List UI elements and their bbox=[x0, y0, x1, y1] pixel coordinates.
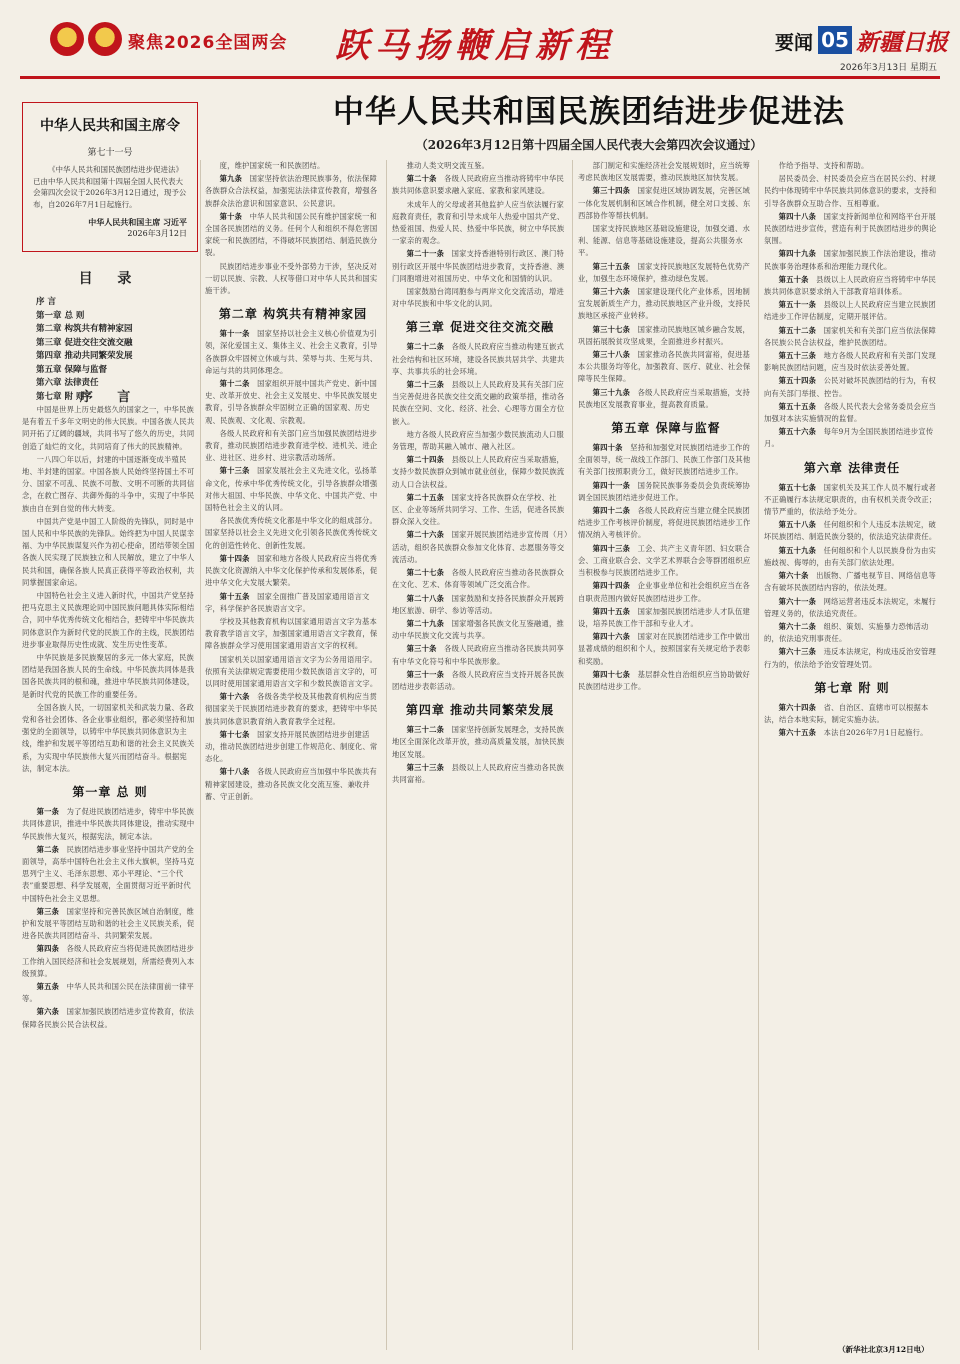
paragraph bbox=[392, 173, 568, 197]
column-divider bbox=[572, 160, 573, 1350]
article-number: 第三十九条 bbox=[592, 387, 638, 397]
paragraph-text: 学校及其他教育机构以国家通用语言文字为基本教育教学语言文字，加强国家通用语言文字教育，保障各族群众学习使用国家通用语言文字的权利。 bbox=[205, 616, 378, 651]
paragraph-text: 国家开展民族团结进步宣传周（月）活动，组织各民族群众参加文化体育、志愿服务等交流活动。 bbox=[392, 530, 568, 564]
paragraph bbox=[764, 621, 940, 645]
article-number: 第二十三条 bbox=[406, 380, 452, 390]
paragraph bbox=[22, 516, 198, 589]
paragraph bbox=[205, 428, 381, 465]
text-column-4 bbox=[578, 160, 754, 1349]
article-number: 第十七条 bbox=[219, 729, 258, 739]
chapter-heading: 第一章 总 则 bbox=[72, 785, 148, 800]
article-number: 第五十五条 bbox=[778, 401, 824, 411]
article-number: 第十六条 bbox=[219, 692, 258, 702]
article-number: 第十四条 bbox=[219, 553, 258, 563]
paragraph bbox=[22, 906, 198, 943]
paragraph bbox=[205, 766, 381, 803]
article-number: 第四十八条 bbox=[778, 211, 824, 221]
paragraph-text: 国家坚持以社会主义核心价值观为引领，深化爱国主义、集体主义、社会主义教育，引导各族群众牢固树立休戚与共、荣辱与共、生死与共、命运与共的共同体理念。 bbox=[205, 329, 378, 375]
paragraph-text: 中国共产党是中国工人阶级的先锋队，同时是中国人民和中华民族的先锋队。始终把为中国人民谋幸福、为中华民族谋复兴作为初心使命，团结带领全国各族人民实现了民族独立和人民解放，建立了中华人民共和国，确保各族人民真正获得平等政治权利，共同掌握国家命运。 bbox=[22, 516, 195, 587]
article-number: 第五十七条 bbox=[778, 482, 824, 492]
law-title: 中华人民共和国民族团结进步促进法 bbox=[333, 94, 845, 130]
article-number: 第六十二条 bbox=[778, 621, 824, 631]
text-column-5 bbox=[764, 160, 940, 1349]
paragraph bbox=[578, 442, 754, 479]
paragraph bbox=[205, 173, 381, 210]
paragraph-text: 各级人民政府应当加强中华民族共有精神家园建设，推动各民族文化交流互鉴、兼收并蓄、守正创新。 bbox=[205, 767, 378, 801]
article-number: 第四十五条 bbox=[592, 606, 638, 616]
paragraph bbox=[392, 199, 568, 248]
article-number: 第二十二条 bbox=[406, 342, 452, 352]
paragraph-text: 国家支持香港特别行政区、澳门特别行政区开展中华民族团结进步教育，支持香港、澳门同胞增进对祖国历史、中华文化和国情的认识。 bbox=[392, 249, 565, 283]
paragraph bbox=[578, 580, 754, 604]
article-number: 第四十一条 bbox=[592, 480, 638, 490]
issue-date: 2026年3月13日 星期五 bbox=[840, 63, 937, 73]
paragraph bbox=[764, 274, 940, 298]
article-number: 第二十九条 bbox=[406, 618, 452, 628]
article-number: 第二十七条 bbox=[406, 568, 452, 578]
paragraph-text: 基层群众性自治组织应当协助做好民族团结进步工作。 bbox=[578, 669, 751, 691]
paragraph-text: 国家鼓励台湾同胞参与两岸文化交流活动，增进对中华民族和中华文化的认同。 bbox=[392, 287, 565, 309]
preface-heading: 序 言 bbox=[79, 390, 141, 405]
article-number: 第四条 bbox=[36, 944, 67, 954]
decree-signature: 中华人民共和国主席 习近平 bbox=[88, 216, 187, 227]
article-number: 第四十二条 bbox=[592, 506, 638, 516]
paragraph bbox=[22, 943, 198, 980]
paragraph-text: 坚持和加强党对民族团结进步工作的全面领导，统一战线工作部门、民族工作部门及其他有关部门按照职责分工，做好民族团结进步工作。 bbox=[578, 443, 751, 477]
paragraph-text: 各级人民政府应当采取措施，支持民族地区发展教育事业，提高教育质量。 bbox=[578, 387, 751, 409]
paragraph-text: 违反本法规定，构成违反治安管理行为的，依法给予治安管理处罚。 bbox=[764, 647, 937, 669]
paragraph-text: 组织、策划、实施暴力恐怖活动的，依法追究刑事责任。 bbox=[764, 621, 929, 644]
article-number: 第五十八条 bbox=[778, 520, 824, 530]
news-agency-credit: （新华社北京3月12日电） bbox=[838, 1345, 929, 1354]
article-number: 第九条 bbox=[219, 174, 250, 184]
article-number: 第六十四条 bbox=[778, 702, 824, 712]
article-number: 第四十四条 bbox=[592, 581, 638, 591]
column-divider bbox=[758, 160, 759, 1350]
text-column-1 bbox=[22, 404, 198, 1349]
paragraph bbox=[22, 702, 198, 775]
article-number: 第五十四条 bbox=[778, 376, 824, 386]
paragraph bbox=[205, 160, 381, 172]
paragraph-text: 国家全面推广普及国家通用语言文字，科学保护各民族语言文字。 bbox=[205, 591, 370, 613]
paragraph-text: 各级人民政府应当推动构建互嵌式社会结构和社区环境，建设各民族共居共学、共建共享、共事共乐的社会环境。 bbox=[392, 342, 565, 376]
article-number: 第五十六条 bbox=[778, 427, 824, 437]
column-divider bbox=[386, 160, 387, 1350]
article-number: 第十五条 bbox=[219, 591, 258, 601]
paragraph bbox=[22, 844, 198, 905]
chapter-heading: 第五章 保障与监督 bbox=[611, 421, 721, 436]
article-number: 第二十一条 bbox=[406, 249, 452, 259]
article-number: 第二十五条 bbox=[406, 492, 452, 502]
paragraph bbox=[578, 631, 754, 668]
paragraph-text: 国家加强民族团结进步人才队伍建设，培养民族工作干部和专业人才。 bbox=[578, 606, 751, 628]
paragraph bbox=[392, 567, 568, 591]
paragraph-text: 省、自治区、直辖市可以根据本法，结合本地实际，制定实施办法。 bbox=[764, 702, 929, 724]
paragraph bbox=[764, 248, 940, 272]
paragraph-text: 国家支持各民族群众在学校、社区、企业等场所共同学习、工作、生活，促进各民族群众深入交往。 bbox=[392, 492, 565, 527]
paragraph bbox=[578, 324, 754, 348]
masthead bbox=[0, 0, 960, 78]
paragraph bbox=[764, 519, 940, 543]
paragraph bbox=[764, 482, 940, 519]
paragraph-text: 部门制定和实施经济社会发展规划时，应当统筹考虑民族地区发展需要，推动民族地区加快发展。 bbox=[578, 161, 751, 183]
article-number: 第五十三条 bbox=[778, 351, 824, 361]
paragraph bbox=[205, 261, 381, 298]
page-number: 05 bbox=[818, 26, 852, 54]
paragraph bbox=[764, 426, 940, 450]
paragraph bbox=[578, 185, 754, 222]
article-number: 第二十六条 bbox=[406, 530, 452, 540]
chapter-heading: 第三章 促进交往交流交融 bbox=[405, 320, 555, 335]
paragraph-text: 未成年人的父母或者其他监护人应当依法履行家庭教育责任，教育和引导未成年人热爱中国共产党、热爱祖国、热爱人民、热爱中华民族，树立中华民族一家亲的观念。 bbox=[392, 199, 565, 246]
paragraph bbox=[22, 590, 198, 651]
paragraph-text: 国家支持新闻单位和网络平台开展民族团结进步宣传，营造有利于民族团结进步的舆论氛围。 bbox=[764, 211, 937, 246]
paragraph-text: 网络运营者违反本法规定，未履行管理义务的，依法追究责任。 bbox=[764, 596, 937, 618]
article-number: 第三十七条 bbox=[592, 324, 638, 334]
paragraph-text: 中国是世界上历史最悠久的国家之一，中华民族是有着五千多年文明史的伟大民族。中国各族人民共同开拓了辽阔的疆域，共同书写了悠久的历史，共同创造了灿烂的文化，共同培育了伟大的民族精神。 bbox=[22, 405, 195, 451]
paragraph-text: 各级各类学校及其他教育机构应当贯彻国家关于民族团结进步教育的要求，把铸牢中华民族共同体意识教育纳入教育教学全过程。 bbox=[205, 692, 378, 726]
paragraph bbox=[578, 606, 754, 630]
paragraph bbox=[578, 286, 754, 323]
paragraph-text: 工会、共产主义青年团、妇女联合会、工商业联合会、文学艺术界联合会等群团组织应当积极参与民族团结进步工作。 bbox=[578, 543, 751, 578]
article-number: 第六十三条 bbox=[778, 647, 824, 657]
article-number: 第十一条 bbox=[219, 329, 258, 339]
paragraph-text: 国家鼓励和支持各民族群众开展跨地区旅游、研学、参访等活动。 bbox=[392, 593, 565, 615]
paragraph bbox=[22, 1006, 198, 1030]
paragraph-text: 县级以上人民政府及其有关部门应当完善促进各民族交往交流交融的政策举措，推动各民族在空间、文化、经济、社会、心理等方面全方位嵌入。 bbox=[392, 380, 565, 426]
paragraph-text: 中国特色社会主义进入新时代，中国共产党坚持把马克思主义民族理论同中国民族问题具体实际相结合，同中华优秀传统文化相结合，把铸牢中华民族共同体意识作为新时代党的民族工作的主线，民族团结进步事业取得历史性成就、发生历史性变革。 bbox=[22, 591, 195, 649]
paragraph-text: 国务院民族事务委员会负责统筹协调全国民族团结进步促进工作。 bbox=[578, 480, 751, 502]
paragraph bbox=[764, 211, 940, 248]
toc-item: 第二章 构筑共有精神家园 bbox=[36, 324, 133, 334]
paragraph bbox=[764, 545, 940, 569]
paragraph bbox=[764, 173, 940, 210]
toc-item: 第一章 总 则 bbox=[36, 310, 85, 321]
article-number: 第四十六条 bbox=[592, 632, 638, 642]
paragraph bbox=[578, 223, 754, 260]
toc-item: 第七章 附 则 bbox=[36, 391, 85, 402]
paragraph-text: 国家增强各民族文化互鉴融通，推动中华民族文化交流与共享。 bbox=[392, 618, 565, 641]
toc-heading: 目 录 bbox=[78, 271, 142, 287]
article-number: 第五十一条 bbox=[778, 300, 824, 310]
article-number: 第二十条 bbox=[406, 174, 445, 184]
paragraph bbox=[205, 211, 381, 260]
slogan: 跃马扬鞭启新程 bbox=[335, 26, 615, 66]
paragraph-text: 国家支持民族地区基础设施建设，加强交通、水利、能源、信息等基础设施建设，提高公共服务水平。 bbox=[578, 224, 751, 258]
article-number: 第四十七条 bbox=[592, 669, 638, 679]
article-number: 第十八条 bbox=[219, 767, 258, 777]
article-number: 第三条 bbox=[36, 906, 67, 916]
paragraph bbox=[205, 553, 381, 590]
paragraph bbox=[764, 702, 940, 726]
paragraph-text: 国家机关和有关部门应当依法保障各民族公民合法权益，维护民族团结。 bbox=[764, 325, 937, 347]
chapter-heading: 第六章 法律责任 bbox=[803, 460, 901, 475]
paragraph bbox=[205, 591, 381, 615]
paragraph bbox=[392, 286, 568, 310]
paragraph-text: 国家坚持和完善民族区域自治制度，维护和发展平等团结互助和谐的社会主义民族关系，促进各民族共同团结奋斗、共同繁荣发展。 bbox=[22, 906, 195, 941]
paragraph bbox=[764, 596, 940, 620]
paragraph bbox=[205, 691, 381, 728]
article-number: 第二十四条 bbox=[406, 455, 452, 465]
paragraph bbox=[22, 652, 198, 701]
paragraph bbox=[578, 349, 754, 386]
paragraph-text: 国家机关以国家通用语言文字为公务用语用字。依照有关法律规定需要使用少数民族语言文字的，可以同时使用国家通用语言文字和少数民族语言文字。 bbox=[205, 654, 378, 688]
paragraph-text: 各级人民政府应当将促进民族团结进步工作纳入国民经济和社会发展规划，所需经费列入本级预算。 bbox=[22, 944, 195, 978]
paragraph-text: 度，维护国家统一和民族团结。 bbox=[219, 161, 325, 170]
article-number: 第一条 bbox=[36, 807, 67, 817]
paragraph bbox=[22, 404, 198, 453]
paragraph bbox=[392, 724, 568, 761]
decree-number: 第七十一号 bbox=[87, 148, 133, 158]
article-number: 第二十八条 bbox=[406, 593, 452, 603]
paragraph bbox=[578, 505, 754, 542]
article-number: 第六十一条 bbox=[778, 596, 824, 606]
paragraph-text: 中华人民共和国公民在法律面前一律平等。 bbox=[22, 981, 195, 1004]
paragraph bbox=[764, 160, 940, 172]
paragraph bbox=[392, 618, 568, 642]
national-emblem-icon bbox=[50, 22, 84, 56]
article-number: 第三十条 bbox=[406, 644, 445, 654]
decree-text: 《中华人民共和国民族团结进步促进法》已由中华人民共和国第十四届全国人民代表大会第四次会议于2026年3月12日通过，现予公布，自2026年7月1日起施行。 bbox=[33, 165, 187, 209]
paragraph-text: 公民对破坏民族团结的行为，有权向有关部门举报、控告。 bbox=[764, 376, 937, 398]
paragraph-text: 民族团结进步事业不受外部势力干涉，坚决反对一切以民族、宗教、人权等借口对中华人民共和国实施干涉。 bbox=[205, 261, 378, 296]
paragraph-text: 各级人民政府应当推动各民族群众在文化、艺术、体育等领域广泛交流合作。 bbox=[392, 568, 565, 590]
paragraph-text: 国家坚持创新发展理念，支持民族地区全面深化改革开放，推动高质量发展，加快民族地区发展。 bbox=[392, 725, 565, 759]
paragraph-text: 各级人民政府应当建立健全民族团结进步工作考核评价制度，将促进民族团结进步工作情况纳入考核评价。 bbox=[578, 506, 751, 540]
paragraph bbox=[205, 465, 381, 514]
decree-title: 中华人民共和国主席令 bbox=[40, 118, 180, 134]
column-divider bbox=[200, 160, 201, 1350]
paragraph bbox=[205, 328, 381, 377]
toc-item: 第三章 促进交往交流交融 bbox=[36, 337, 133, 348]
article-number: 第六十五条 bbox=[778, 728, 824, 738]
paragraph bbox=[392, 529, 568, 566]
paragraph-text: 为了促进民族团结进步，铸牢中华民族共同体意识，推进中华民族共同体建设，推动实现中华民族伟大复兴，根据宪法，制定本法。 bbox=[22, 807, 195, 841]
article-number: 第五十二条 bbox=[778, 325, 824, 335]
presidential-decree bbox=[22, 102, 198, 252]
paragraph bbox=[578, 387, 754, 411]
paragraph bbox=[764, 401, 940, 425]
paragraph-text: 国家加强民族团结进步宣传教育，依法保障各民族公民合法权益。 bbox=[22, 1007, 195, 1029]
paragraph-text: 各级人民政府应当推动将铸牢中华民族共同体意识要求融入家庭、家教和家风建设。 bbox=[392, 174, 565, 196]
text-column-2 bbox=[205, 160, 381, 1349]
paragraph bbox=[392, 379, 568, 428]
paragraph-text: 中华人民共和国公民有维护国家统一和全国各民族团结的义务。任何个人和组织不得危害国家统一和民族团结，不得破坏民族团结、制造民族分裂。 bbox=[205, 211, 378, 258]
paragraph bbox=[764, 350, 940, 374]
paragraph bbox=[392, 593, 568, 617]
paragraph-text: 每年9月为全国民族团结进步宣传月。 bbox=[764, 427, 934, 449]
paragraph bbox=[392, 160, 568, 172]
paragraph bbox=[22, 454, 198, 515]
paragraph-text: 本法自2026年7月1日起施行。 bbox=[823, 728, 928, 738]
paragraph bbox=[764, 570, 940, 594]
paragraph-text: 国家和地方各级人民政府应当将优秀民族文化资源纳入中华文化保护传承和发展体系，促进中华文化大发展大繁荣。 bbox=[205, 553, 378, 588]
toc-item: 第六章 法律责任 bbox=[36, 378, 99, 388]
decree-date: 2026年3月12日 bbox=[127, 228, 187, 238]
chapter-heading: 第七章 附 则 bbox=[814, 680, 890, 695]
paragraph-text: 地方各级人民政府和有关部门发现影响民族团结问题，应当及时依法妥善处置。 bbox=[764, 351, 937, 373]
toc-item: 第五章 保障与监督 bbox=[36, 364, 107, 375]
paragraph bbox=[22, 806, 198, 843]
paragraph-text: 国家发展社会主义先进文化，弘扬革命文化，传承中华优秀传统文化，引导各族群众增强对伟大祖国、中华民族、中华文化、中国共产党、中国特色社会主义的认同。 bbox=[205, 466, 378, 513]
paragraph-text: 国家支持开展民族团结进步创建活动，推动民族团结进步创建工作规范化、制度化、常态化。 bbox=[205, 729, 378, 764]
masthead-rule bbox=[20, 76, 940, 79]
paragraph-text: 任何组织和个人以民族身份为由实施歧视、侮辱的，由有关部门依法处理。 bbox=[764, 545, 937, 567]
paragraph bbox=[578, 480, 754, 504]
paragraph-text: 作给予指导、支持和帮助。 bbox=[778, 161, 869, 170]
paragraph-text: 国家坚持依法治理民族事务，依法保障各族群众合法权益，加强宪法法律宣传教育，增强各族群众法治意识和国家意识、公民意识。 bbox=[205, 174, 378, 208]
paragraph-text: 各级人民代表大会常务委员会应当加强对本法实施情况的监督。 bbox=[764, 401, 937, 424]
paragraph-text: 任何组织和个人违反本法规定，破坏民族团结、制造民族分裂的，依法追究法律责任。 bbox=[764, 520, 937, 542]
paragraph-text: 县级以上人民政府应当将铸牢中华民族共同体意识要求纳入干部教育培训体系。 bbox=[764, 274, 937, 297]
paragraph bbox=[392, 454, 568, 491]
toc-item: 第四章 推动共同繁荣发展 bbox=[36, 351, 133, 361]
paragraph bbox=[392, 669, 568, 693]
topic-label: 聚焦2026全国两会 bbox=[128, 33, 288, 53]
paragraph bbox=[392, 248, 568, 285]
paragraph bbox=[764, 325, 940, 349]
paragraph bbox=[764, 375, 940, 399]
paragraph-text: 国家促进区域协调发展，完善区域一体化发展机制和区域合作机制，健全对口支援、东西部协作等帮扶机制。 bbox=[578, 186, 751, 220]
article-number: 第十三条 bbox=[219, 466, 258, 476]
article-number: 第三十一条 bbox=[406, 669, 452, 679]
paragraph bbox=[392, 762, 568, 786]
paragraph-text: 居民委员会、村民委员会应当在居民公约、村规民约中体现铸牢中华民族共同体意识的要求，支持和引导各族群众互助合作、互相尊重。 bbox=[764, 174, 937, 208]
paragraph-text: 地方各级人民政府应当加强少数民族流动人口服务管理，帮助其融入城市、融入社区。 bbox=[392, 429, 565, 452]
paragraph-text: 企业事业单位和社会组织应当在各自职责范围内做好民族团结进步工作。 bbox=[578, 581, 751, 603]
paragraph bbox=[578, 543, 754, 580]
paragraph bbox=[392, 492, 568, 529]
paragraph-text: 国家对在民族团结进步工作中做出显著成绩的组织和个人，按照国家有关规定给予表彰和奖励。 bbox=[578, 632, 751, 666]
paragraph-text: 县级以上人民政府应当建立民族团结进步工作评估制度，定期开展评估。 bbox=[764, 300, 937, 322]
paragraph bbox=[205, 729, 381, 766]
article-number: 第二条 bbox=[36, 844, 67, 854]
article-number: 第五条 bbox=[36, 981, 67, 991]
paragraph-text: 各级人民政府应当支持开展各民族团结进步表彰活动。 bbox=[392, 669, 565, 691]
law-subtitle: （2026年3月12日第十四届全国人民代表大会第四次会议通过） bbox=[415, 138, 763, 152]
chapter-heading: 第四章 推动共同繁荣发展 bbox=[405, 703, 555, 718]
newspaper-logo: 新疆日报 bbox=[856, 29, 948, 56]
paragraph bbox=[764, 299, 940, 323]
paragraph-text: 各级人民政府应当推动各民族共同享有中华文化符号和中华民族形象。 bbox=[392, 644, 565, 666]
paragraph bbox=[205, 654, 381, 691]
paragraph bbox=[578, 261, 754, 285]
paragraph-text: 推动人类文明交流互鉴。 bbox=[406, 161, 490, 170]
paragraph bbox=[392, 341, 568, 378]
article-number: 第十二条 bbox=[219, 379, 258, 389]
article-number: 第五十条 bbox=[778, 274, 817, 284]
paragraph bbox=[22, 981, 198, 1005]
paragraph bbox=[392, 643, 568, 667]
paragraph-text: 各民族优秀传统文化都是中华文化的组成部分。国家坚持以社会主义先进文化引领各民族优秀传统文化的创造性转化、创新性发展。 bbox=[205, 516, 378, 550]
paragraph bbox=[392, 429, 568, 453]
paragraph bbox=[205, 515, 381, 552]
paragraph-text: 国家加强民族工作法治建设，推动民族事务治理体系和治理能力现代化。 bbox=[764, 249, 937, 271]
article-number: 第三十二条 bbox=[406, 725, 452, 735]
paragraph bbox=[764, 727, 940, 739]
paragraph-text: 国家组织开展中国共产党史、新中国史、改革开放史、社会主义发展史、中华民族发展史教育，引导各族群众牢固树立正确的国家观、历史观、民族观、文化观、宗教观。 bbox=[205, 379, 378, 425]
paragraph bbox=[764, 646, 940, 670]
article-number: 第六条 bbox=[36, 1007, 67, 1017]
article-number: 第六十条 bbox=[778, 571, 817, 581]
paragraph-text: 各级人民政府和有关部门应当加强民族团结进步教育，推动民族团结进步教育进学校、进机关、进企业、进社区、进乡村、进宗教活动场所。 bbox=[205, 428, 378, 463]
article-number: 第四十条 bbox=[592, 443, 631, 453]
paragraph bbox=[578, 160, 754, 184]
article-number: 第五十九条 bbox=[778, 545, 824, 555]
article-number: 第三十五条 bbox=[592, 261, 638, 271]
paragraph-text: 一八四〇年以后，封建的中国逐渐变成半殖民地、半封建的国家。中国各族人民始终坚持国土不可分、国家不可乱、民族不可散、文明不可断的共同信念，在救亡图存、共御外侮的斗争中，实现了中华民族由自在到自觉的伟大转变。 bbox=[22, 454, 195, 513]
paragraph-text: 中华民族是多民族聚居的多元一体大家庭，民族团结是我国各族人民的生命线。中华民族共同体是我国各民族共同的根和魂，推进中华民族共同体建设，是新时代党的民族工作的重要任务。 bbox=[22, 653, 195, 699]
section-label: 要闻 bbox=[775, 32, 814, 54]
paragraph-text: 民族团结进步事业坚持中国共产党的全面领导，高举中国特色社会主义伟大旗帜，坚持马克思列宁主义、毛泽东思想、邓小平理论、“三个代表”重要思想、科学发展观，全面贯彻习近平新时代中国特色社会主义思想。 bbox=[22, 844, 195, 903]
paragraph-text: 国家建设现代化产业体系，因地制宜发展新质生产力，推动民族地区产业升级，支持民族地区承接产业转移。 bbox=[578, 287, 751, 321]
paragraph-text: 国家推动各民族共同富裕，促进基本公共服务均等化，加强教育、医疗、就业、社会保障等民生保障。 bbox=[578, 350, 751, 384]
paragraph bbox=[205, 616, 381, 653]
paragraph-text: 国家机关及其工作人员不履行或者不正确履行本法规定职责的，由有权机关责令改正；情节严重的，依法给予处分。 bbox=[764, 482, 937, 517]
paragraph-text: 出版物、广播电视节目、网络信息等含有破坏民族团结内容的，依法处理。 bbox=[764, 571, 937, 593]
chapter-heading: 第二章 构筑共有精神家园 bbox=[218, 307, 368, 322]
article-number: 第四十九条 bbox=[778, 249, 824, 259]
paragraph-text: 国家推动民族地区城乡融合发展，巩固拓展脱贫攻坚成果，全面推进乡村振兴。 bbox=[578, 324, 751, 346]
text-column-3 bbox=[392, 160, 568, 1349]
paragraph bbox=[205, 378, 381, 427]
paragraph-text: 县级以上人民政府应当采取措施，支持少数民族群众到城市就业创业，保障少数民族流动人口合法权益。 bbox=[392, 455, 565, 489]
article-number: 第四十三条 bbox=[592, 543, 638, 553]
toc-item: 序 言 bbox=[36, 297, 56, 307]
paragraph-text: 国家支持民族地区发展特色优势产业，加强生态环境保护，推动绿色发展。 bbox=[578, 261, 751, 283]
article-number: 第三十六条 bbox=[592, 287, 638, 297]
article-number: 第三十四条 bbox=[592, 186, 638, 196]
article-number: 第三十三条 bbox=[406, 762, 452, 772]
paragraph bbox=[578, 669, 754, 693]
npc-emblem-icon bbox=[88, 22, 122, 56]
article-number: 第三十八条 bbox=[592, 350, 638, 360]
article-number: 第十条 bbox=[219, 211, 250, 221]
paragraph-text: 全国各族人民，一切国家机关和武装力量、各政党和各社会团体、各企业事业组织，都必须坚持和加强党的全面领导，以铸牢中华民族共同体意识为主线，维护和发展平等团结互助和谐的社会主义民族关系，为实现中华民族伟大复兴而团结奋斗。根据宪法，制定本法。 bbox=[22, 702, 195, 773]
paragraph-text: 县级以上人民政府应当推动各民族共同富裕。 bbox=[392, 762, 565, 784]
